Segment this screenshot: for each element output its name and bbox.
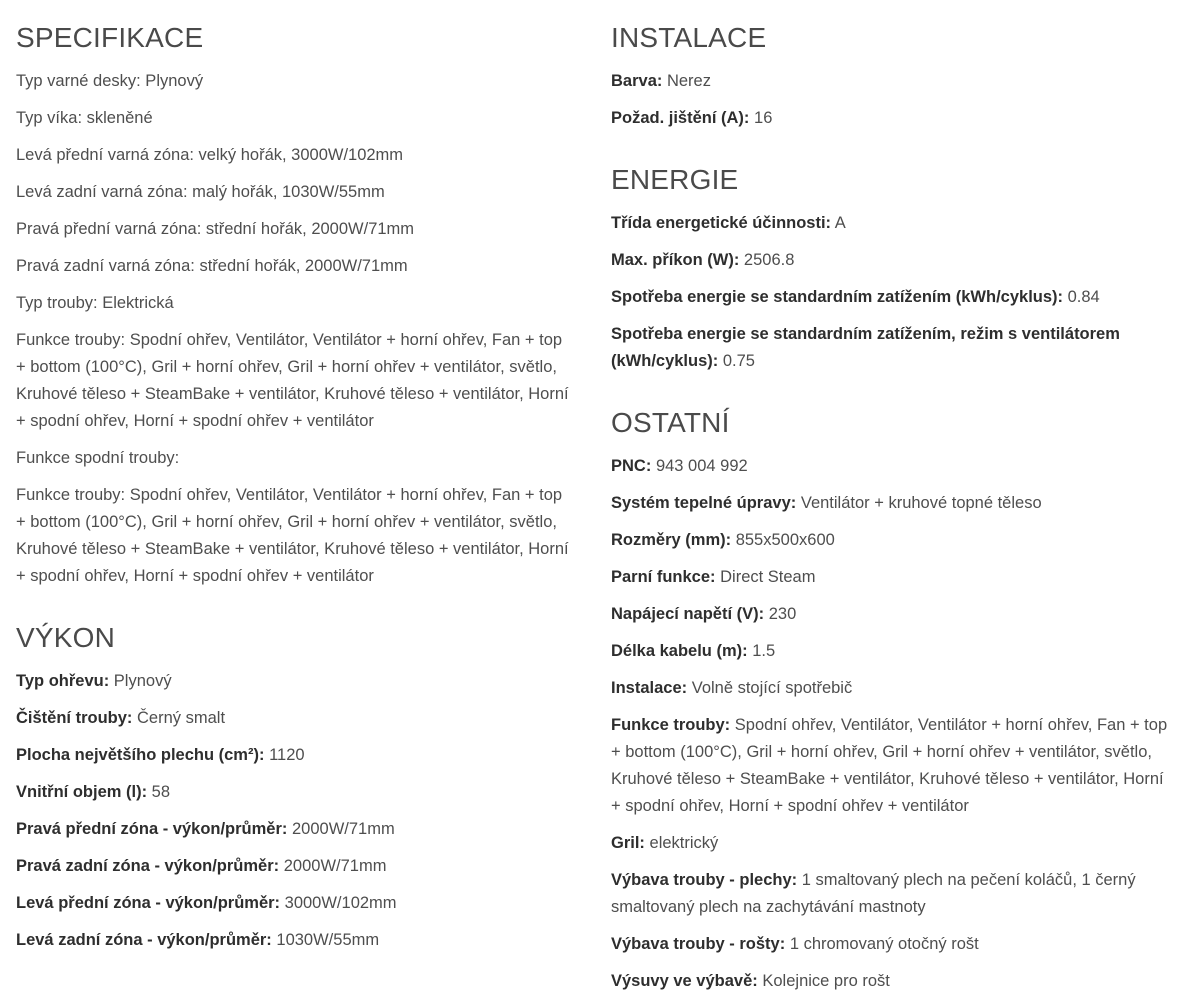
spec-line: Typ trouby: Elektrická [16,294,174,312]
section-title: INSTALACE [611,22,767,53]
spec-label: Funkce trouby: [611,716,731,734]
spec-item [611,321,1177,375]
spec-label: Max. příkon (W): [611,251,740,269]
spec-label: Čištění trouby: [16,709,133,727]
spec-label: Levá zadní zóna - výkon/průměr: [16,931,272,949]
spec-value: elektrický [649,834,719,852]
spec-item [16,705,576,732]
spec-value: 1030W/55mm [276,931,380,949]
spec-item [16,890,576,917]
section-instalace [611,0,1177,132]
spec-item [611,527,1177,554]
spec-item [611,453,1177,480]
spec-line: Funkce spodní trouby: [16,449,180,467]
section-ostatni [611,407,1177,995]
spec-item [611,867,1177,921]
spec-item [611,105,1177,132]
spec-item [611,931,1177,958]
spec-label: Gril: [611,834,645,852]
spec-value: 1 smaltovaný plech na pečení koláčů, 1 černý smaltovaný plech na zachytávání mastnoty [611,871,1136,916]
spec-item [611,247,1177,274]
spec-value: Direct Steam [720,568,816,586]
spec-label: Levá přední zóna - výkon/průměr: [16,894,281,912]
right-column [611,0,1177,995]
spec-label: Délka kabelu (m): [611,642,748,660]
spec-item [611,830,1177,857]
spec-item [611,968,1177,995]
section-vykon [16,622,576,954]
spec-line: Funkce trouby: Spodní ohřev, Ventilátor, Ventilátor + horní ohřev, Fan + top + bottom (100°C), Gril + horní ohřev, Gril + horní ohřev + ventilátor, světlo, Kruhové těleso + SteamBake + ventilátor, Kruhové těleso + ventilátor, Horní + spodní ohřev, Horní + spodní ohřev + ventilátor [16,331,569,430]
spec-value: 943 004 992 [655,457,748,475]
spec-item [611,68,1177,95]
spec-value: 1.5 [752,642,776,660]
spec-value: Plynový [113,672,172,690]
spec-item [611,284,1177,311]
spec-item [611,601,1177,628]
spec-item [16,668,576,695]
spec-item [16,927,576,954]
spec-value: 3000W/102mm [284,894,397,912]
left-column [16,0,576,954]
spec-value: Ventilátor + kruhové topné těleso [800,494,1042,512]
spec-line: Levá zadní varná zóna: malý hořák, 1030W/55mm [16,183,385,201]
spec-label: Instalace: [611,679,688,697]
spec-item [611,675,1177,702]
spec-label: Plocha největšího plechu (cm²): [16,746,265,764]
spec-value: 2000W/71mm [283,857,387,875]
spec-label: Výbava trouby - rošty: [611,935,786,953]
spec-value: 230 [768,605,797,623]
spec-line: Levá přední varná zóna: velký hořák, 3000W/102mm [16,146,404,164]
spec-value: 16 [754,109,773,127]
spec-label: Výbava trouby - plechy: [611,871,798,889]
spec-label: Napájecí napětí (V): [611,605,765,623]
spec-label: Výsuvy ve výbavě: [611,972,758,990]
spec-label: Třída energetické účinnosti: [611,214,832,232]
spec-label: Požad. jištění (A): [611,109,750,127]
spec-value: 855x500x600 [735,531,835,549]
section-title: SPECIFIKACE [16,22,204,53]
spec-value: Černý smalt [137,709,226,727]
spec-value: A [834,214,846,232]
spec-line: Typ víka: skleněné [16,109,153,127]
spec-label: PNC: [611,457,652,475]
spec-value: Spodní ohřev, Ventilátor, Ventilátor + horní ohřev, Fan + top + bottom (100°C), Gril + horní ohřev, Gril + horní ohřev + ventilátor, světlo, Kruhové těleso + SteamBake + ventilátor, Kruhové těleso + ventilátor, Horní + spodní ohřev, Horní + spodní ohřev + ventilátor [611,716,1168,815]
spec-item [16,779,576,806]
spec-item [611,638,1177,665]
spec-value: 2506.8 [743,251,795,269]
spec-value: Volně stojící spotřebič [691,679,853,697]
section-title: ENERGIE [611,164,739,195]
spec-item [16,816,576,843]
spec-label: Pravá přední zóna - výkon/průměr: [16,820,288,838]
spec-label: Spotřeba energie se standardním zatížením, režim s ventilátorem (kWh/cyklus): [611,325,1120,370]
spec-item [16,742,576,769]
spec-value: 0.75 [722,352,755,370]
spec-label: Parní funkce: [611,568,716,586]
spec-label: Rozměry (mm): [611,531,732,549]
spec-value: 2000W/71mm [292,820,395,838]
spec-line: Typ varné desky: Plynový [16,72,204,90]
spec-label: Pravá zadní zóna - výkon/průměr: [16,857,280,875]
spec-value: 1120 [269,746,305,764]
spec-label: Barva: [611,72,663,90]
spec-value: 1 chromovaný otočný rošt [789,935,979,953]
spec-item [611,564,1177,591]
spec-line: Pravá zadní varná zóna: střední hořák, 2000W/71mm [16,257,408,275]
spec-label: Spotřeba energie se standardním zatížením (kWh/cyklus): [611,288,1064,306]
spec-line: Funkce trouby: Spodní ohřev, Ventilátor, Ventilátor + horní ohřev, Fan + top + bottom (100°C), Gril + horní ohřev, Gril + horní ohřev + ventilátor, světlo, Kruhové těleso + SteamBake + ventilátor, Kruhové těleso + ventilátor, Horní + spodní ohřev, Horní + spodní ohřev + ventilátor [16,486,569,585]
spec-item [611,210,1177,237]
spec-label: Systém tepelné úpravy: [611,494,797,512]
spec-item [611,712,1177,820]
section-title: VÝKON [16,622,116,653]
section-energie [611,164,1177,375]
section-specifikace [16,0,576,590]
spec-value: 58 [151,783,171,801]
spec-value: Kolejnice pro rošt [762,972,890,990]
spec-label: Typ ohřevu: [16,672,110,690]
spec-item [611,490,1177,517]
spec-value: 0.84 [1067,288,1100,306]
spec-line: Pravá přední varná zóna: střední hořák, 2000W/71mm [16,220,415,238]
spec-item [16,853,576,880]
spec-label: Vnitřní objem (l): [16,783,148,801]
section-title: OSTATNÍ [611,407,730,438]
spec-value: Nerez [666,72,711,90]
